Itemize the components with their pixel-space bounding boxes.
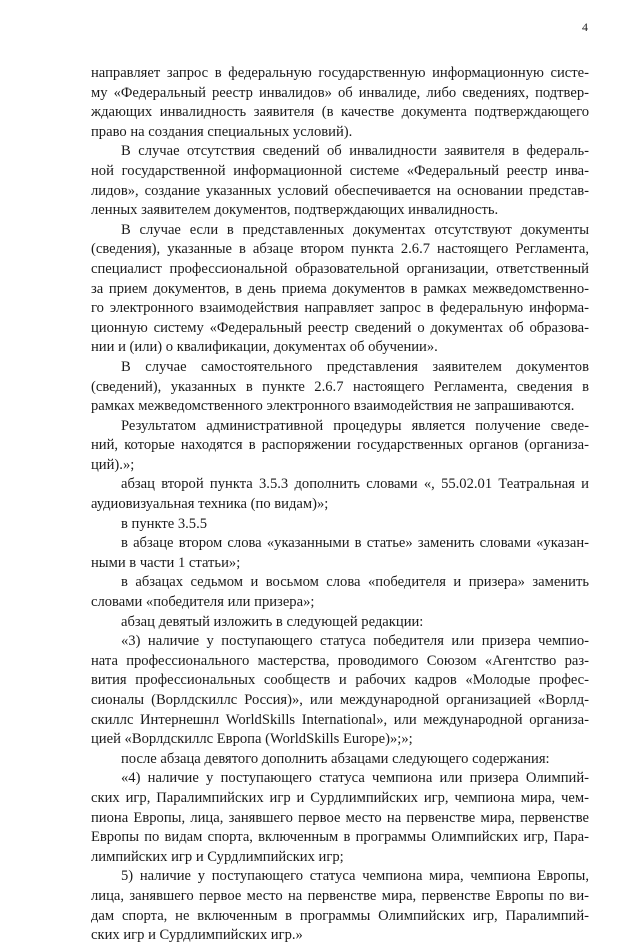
text-line: пиона Европы, лица, занявшего первое место на первенстве мира, первенстве [91, 809, 589, 826]
text-line: ной государственной информационной системе «Федеральный реестр инва- [91, 162, 589, 179]
text-line: скиллс Интернешнл WorldSkills International», или международной организа- [91, 711, 589, 728]
text-line: рамках межведомственного электронного взаимодействия не запрашиваются. [91, 398, 575, 415]
text-line: В случае отсутствия сведений об инвалидности заявителя в федераль- [121, 143, 589, 160]
paragraph [91, 417, 589, 476]
paragraph [91, 515, 589, 535]
text-line: В случае самостоятельного представления заявителем документов [121, 358, 589, 375]
paragraph [91, 632, 589, 750]
text-line: словами «победителя или призера»; [91, 594, 315, 611]
text-line: абзац девятый изложить в следующей редакции: [121, 613, 424, 630]
text-line: (сведения), указанные в абзаце втором пункта 2.6.7 настоящего Регламента, [91, 241, 589, 258]
text-line: цией «Ворлдскиллс Европа (WorldSkills Europe)»;»; [91, 731, 413, 748]
text-line: после абзаца девятого дополнить абзацами следующего содержания: [121, 750, 550, 767]
text-line: (сведений), указанных в пункте 2.6.7 настоящего Регламента, сведения в [91, 378, 589, 395]
text-line: го электронного взаимодействия направляет запрос в федеральную информа- [91, 300, 589, 317]
text-line: му «Федеральный реестр инвалидов» об инвалиде, либо сведениях, подтвер- [91, 84, 589, 101]
paragraph [91, 613, 589, 633]
text-line: за прием документов, в день приема документов в рамках межведомственно- [91, 280, 589, 297]
text-line: ната профессионального мастерства, проводимого Союзом «Агентство раз- [91, 652, 589, 669]
paragraph [91, 64, 589, 142]
text-line: В случае если в представленных документах отсутствуют документы [121, 221, 589, 238]
text-line: аудиовизуальная техника (по видам)»; [91, 496, 329, 513]
page-number: 4 [582, 20, 588, 34]
text-line: направляет запрос в федеральную государственную информационную систе- [91, 65, 589, 81]
text-line: лимпийских игр и Сурдлимпийских игр; [91, 848, 344, 865]
paragraph [91, 221, 589, 358]
text-line: абзац второй пункта 3.5.3 дополнить словами «, 55.02.01 Театральная и [121, 476, 589, 493]
text-line: ских игр и Сурдлимпийских игр.» [91, 927, 303, 944]
text-line: ждающих инвалидность заявителя (в качестве документа подтверждающего [91, 104, 589, 121]
text-line: «3) наличие у поступающего статуса победителя или призера чемпио- [121, 633, 589, 650]
document-body [91, 64, 589, 946]
text-line: лица, занявшего первое место на первенстве мира, первенстве Европы по ви- [91, 887, 589, 904]
text-line: Результатом административной процедуры является получение сведе- [121, 417, 589, 434]
text-line: нии и (или) о квалификации, документах об обучении». [91, 339, 438, 356]
paragraph [91, 750, 589, 770]
text-line: в пункте 3.5.5 [121, 515, 208, 532]
text-line: ционную систему «Федеральный реестр сведений о документах об образова- [91, 319, 589, 336]
text-line: ными в части 1 статьи»; [91, 554, 241, 571]
text-line: ний, которые находятся в распоряжении государственных органов (организа- [91, 437, 589, 454]
paragraph [91, 573, 589, 612]
paragraph [91, 867, 589, 945]
paragraph [91, 769, 589, 867]
text-line: ленных заявителем документов, подтверждающих инвалидность. [91, 202, 499, 219]
paragraph [91, 142, 589, 220]
text-line: ских игр, Паралимпийских игр и Сурдлимпийских игр, чемпиона мира, чем- [91, 789, 589, 806]
text-line: вития профессиональных сообществ и рабочих кадров «Молодые профес- [91, 672, 589, 689]
text-line: право на создания специальных условий). [91, 123, 353, 140]
text-line: «4) наличие у поступающего статуса чемпиона или призера Олимпий- [121, 770, 589, 787]
text-line: в абзаце втором слова «указанными в статье» заменить словами «указан- [121, 535, 589, 552]
text-line: в абзацах седьмом и восьмом слова «победителя и призера» заменить [121, 574, 589, 591]
text-line: ций).»; [91, 456, 135, 473]
text-line: специалист профессиональной образовательной организации, ответственный [91, 260, 589, 277]
paragraph [91, 534, 589, 573]
text-line: дам спорта, не включенным в программы Олимпийских игр, Паралимпий- [91, 907, 589, 924]
text-line: 5) наличие у поступающего статуса чемпиона мира, чемпиона Европы, [121, 868, 589, 885]
text-line: Европы по видам спорта, включенным в программы Олимпийских игр, Пара- [91, 829, 589, 846]
text-line: лидов», создание указанных условий обеспечивается на основании представ- [91, 182, 589, 199]
paragraph [91, 475, 589, 514]
paragraph [91, 358, 589, 417]
text-line: сионалы (Ворлдскиллс Россия)», или международной организацией «Ворлд- [91, 692, 589, 708]
